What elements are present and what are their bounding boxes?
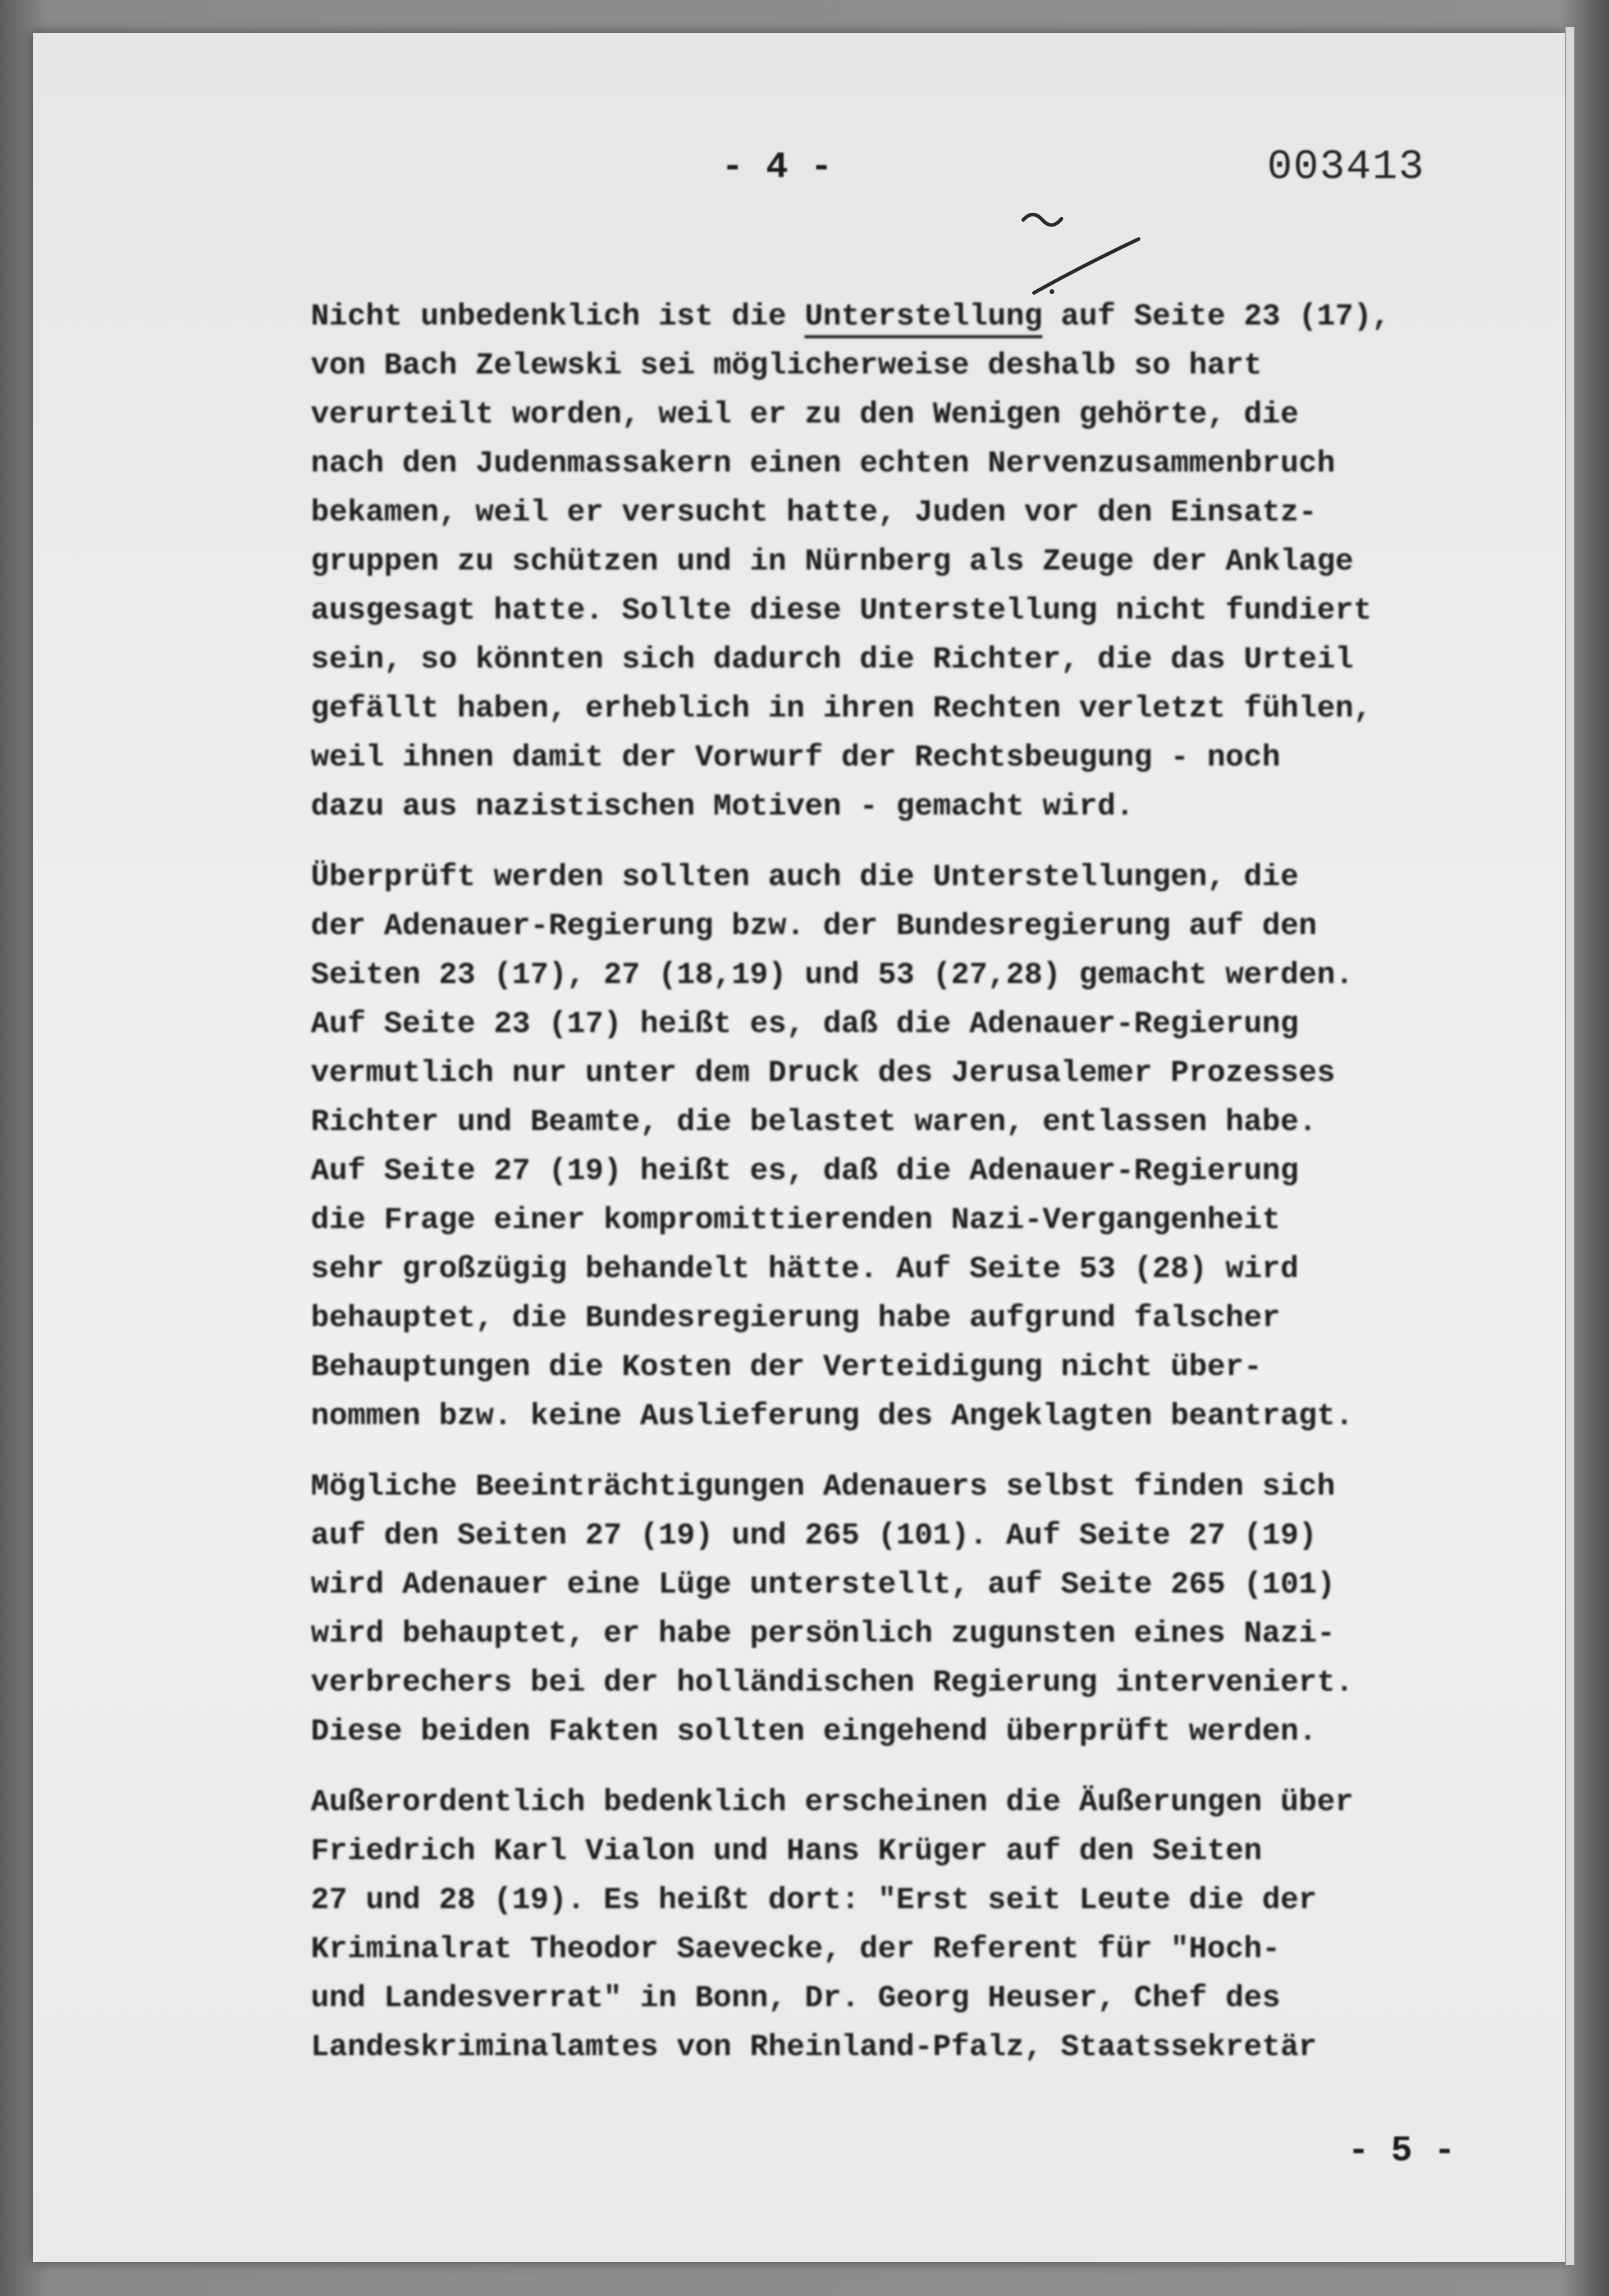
- document-id: 003413: [1267, 144, 1426, 191]
- text-line: und Landesverrat" in Bonn, Dr. Georg Heuser, Chef des: [311, 1982, 1281, 2016]
- text-line: auf den Seiten 27 (19) und 265 (101). Auf Seite 27 (19): [311, 1519, 1317, 1553]
- text-line: weil ihnen damit der Vorwurf der Rechtsbeugung - noch: [311, 741, 1281, 775]
- text-line: nach den Judenmassakern einen echten Nervenzusammenbruch: [311, 447, 1335, 481]
- text-line: sehr großzügig behandelt hätte. Auf Seite 53 (28) wird: [311, 1253, 1299, 1287]
- paragraph-adenauer-selbst: [311, 1463, 1434, 1757]
- text-line: vermutlich nur unter dem Druck des Jerusalemer Prozesses: [311, 1057, 1335, 1091]
- text-line: behauptet, die Bundesregierung habe aufgrund falscher: [311, 1302, 1281, 1336]
- text-line: Auf Seite 23 (17) heißt es, daß die Adenauer-Regierung: [311, 1008, 1299, 1042]
- text-line: sein, so könnten sich dadurch die Richter, die das Urteil: [311, 643, 1354, 677]
- text-line: Landeskriminalamtes von Rheinland-Pfalz, Staatssekretär: [311, 2031, 1317, 2065]
- text-line: der Adenauer-Regierung bzw. der Bundesregierung auf den: [311, 910, 1317, 944]
- text-line: Richter und Beamte, die belastet waren, entlassen habe.: [311, 1106, 1317, 1140]
- text-line: 27 und 28 (19). Es heißt dort: "Erst seit Leute die der: [311, 1884, 1317, 1918]
- text-line: ausgesagt hatte. Sollte diese Unterstellung nicht fundiert: [311, 594, 1372, 628]
- text-line: verurteilt worden, weil er zu den Wenigen gehörte, die: [311, 398, 1299, 432]
- text-line: gefällt haben, erheblich in ihren Rechten verletzt fühlen,: [311, 692, 1372, 726]
- text-line: Nicht unbedenklich ist die Unterstellung auf Seite 23 (17),: [311, 293, 1434, 342]
- text-line: Mögliche Beeinträchtigungen Adenauers selbst finden sich: [311, 1470, 1335, 1504]
- next-page-marker: - 5 -: [1347, 2131, 1455, 2172]
- text-line: Behauptungen die Kosten der Verteidigung nicht über-: [311, 1351, 1262, 1385]
- paragraph-vialon-krueger: [311, 1778, 1434, 2072]
- paragraph-adenauer-regierung: [311, 853, 1434, 1441]
- text-line: Friedrich Karl Vialon und Hans Krüger auf den Seiten: [311, 1835, 1262, 1869]
- text-line: bekamen, weil er versucht hatte, Juden vor den Einsatz-: [311, 496, 1317, 530]
- handwritten-check-mark: [1016, 203, 1160, 305]
- text-line: Seiten 23 (17), 27 (18,19) und 53 (27,28) gemacht werden.: [311, 959, 1354, 993]
- paragraph-bach-zelewski: [311, 293, 1434, 832]
- text-line: Überprüft werden sollten auch die Unterstellungen, die: [311, 861, 1299, 895]
- text-line: gruppen zu schützen und in Nürnberg als Zeuge der Anklage: [311, 545, 1354, 579]
- text-line: Diese beiden Fakten sollten eingehend überprüft werden.: [311, 1715, 1317, 1749]
- text-line: nommen bzw. keine Auslieferung des Angeklagten beantragt.: [311, 1400, 1354, 1434]
- text-line: wird behauptet, er habe persönlich zugunsten eines Nazi-: [311, 1617, 1335, 1651]
- page-number: - 4 -: [721, 146, 833, 188]
- text-line: Außerordentlich bedenklich erscheinen die Äußerungen über: [311, 1786, 1354, 1820]
- text-line: dazu aus nazistischen Motiven - gemacht wird.: [311, 790, 1134, 824]
- document-body: [311, 293, 1434, 2094]
- text-line: von Bach Zelewski sei möglicherweise deshalb so hart: [311, 349, 1262, 383]
- text-line: Auf Seite 27 (19) heißt es, daß die Adenauer-Regierung: [311, 1155, 1299, 1189]
- page-edge: [1565, 27, 1574, 2265]
- text-line: wird Adenauer eine Lüge unterstellt, auf Seite 265 (101): [311, 1568, 1335, 1602]
- text-line: Kriminalrat Theodor Saevecke, der Referent für "Hoch-: [311, 1933, 1281, 1967]
- text-line: verbrechers bei der holländischen Regierung interveniert.: [311, 1666, 1354, 1700]
- text-line: die Frage einer kompromittierenden Nazi-Vergangenheit: [311, 1204, 1281, 1238]
- underlined-word: Unterstellung: [804, 300, 1042, 338]
